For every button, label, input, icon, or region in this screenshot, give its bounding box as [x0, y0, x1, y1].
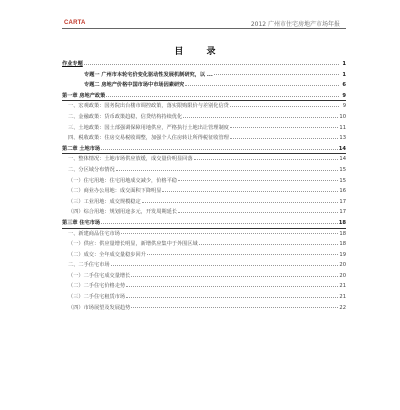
toc-entry-line: [62, 91, 346, 102]
toc-leader-dots: [199, 244, 339, 245]
toc-entry-line: [84, 70, 346, 81]
toc-entry-title: 专题二 房地产价格中国市场中市场因素研究: [84, 82, 185, 89]
toc-entry-title: （二）二手住宅价格走势: [68, 283, 126, 290]
toc-leader-dots: [230, 106, 339, 107]
toc-entry[interactable]: [62, 197, 346, 208]
toc-leader-dots: [230, 127, 339, 128]
toc-leader-dots: [126, 297, 338, 298]
toc-leader-dots: [178, 212, 338, 213]
toc-page-number: 9: [342, 103, 346, 110]
toc-entry[interactable]: [62, 292, 346, 303]
company-logo: CARTA: [64, 20, 86, 26]
toc-entry-title: 一、整体情况：土地市场供应放缓，成交量价明显回落: [68, 156, 193, 163]
toc-entry[interactable]: [62, 303, 346, 314]
toc-entry-line: [68, 303, 346, 314]
toc-entry-line: [68, 197, 346, 208]
toc-leader-dots: [183, 117, 338, 118]
toc-entry[interactable]: [62, 281, 346, 292]
toc-entry-line: [68, 229, 346, 240]
toc-entry-line: [68, 271, 346, 282]
toc-entry-title: （三）二手住宅租赁市场: [68, 294, 126, 301]
toc-page-number: 11: [339, 124, 346, 131]
toc-leader-dots: [126, 286, 338, 287]
toc-page-number: 14: [338, 145, 346, 152]
toc-entry-line: [68, 133, 346, 144]
toc-entry-title: （三）工业用地：成交规模稳定: [68, 198, 141, 205]
toc-entry-title: 第一章 房地产政策: [62, 92, 106, 99]
toc-leader-dots: [121, 233, 339, 234]
toc-page-number: 1: [342, 61, 346, 67]
toc-entry-line: [68, 250, 346, 261]
toc-page-number: 15: [339, 166, 346, 173]
toc-section[interactable]: [62, 59, 346, 70]
toc-entry[interactable]: [62, 239, 346, 250]
toc-entry-line: [62, 59, 346, 70]
toc-leader-dots: [84, 64, 339, 65]
toc-page-number: 18: [338, 219, 346, 226]
toc-leader-dots: [131, 276, 338, 277]
toc-entry-title: 专题一 广州市本轮宅价变化驱动性发展机制研究，以 ...: [84, 71, 213, 78]
toc-entry-title: （一）供应：供应量增长明显，新增供应集中于外围区域: [68, 241, 198, 248]
toc-entry-line: [84, 80, 346, 91]
toc-chapter[interactable]: [62, 144, 346, 155]
toc-page-number: 20: [339, 262, 346, 269]
toc-leader-dots: [116, 170, 339, 171]
table-of-contents: [62, 59, 346, 313]
toc-entry-title: 第二章 土地市场: [62, 145, 101, 152]
toc-entry[interactable]: [62, 250, 346, 261]
toc-entry-line: [68, 176, 346, 187]
toc-entry[interactable]: [62, 229, 346, 240]
toc-entry-line: [68, 186, 346, 197]
toc-page-number: 13: [339, 135, 346, 142]
toc-page-number: 17: [339, 198, 346, 205]
toc-entry[interactable]: [62, 80, 346, 91]
toc-entry-title: 第三章 住宅市场: [62, 219, 101, 226]
toc-leader-dots: [101, 149, 338, 150]
toc-page-number: 10: [339, 113, 346, 120]
toc-chapter[interactable]: [62, 91, 346, 102]
toc-leader-dots: [178, 180, 338, 181]
toc-entry[interactable]: [62, 101, 346, 112]
toc-entry-line: [68, 207, 346, 218]
toc-entry[interactable]: [62, 165, 346, 176]
toc-chapter[interactable]: [62, 218, 346, 229]
toc-entry[interactable]: [62, 207, 346, 218]
toc-entry-line: [68, 281, 346, 292]
toc-entry-title: （一）住宅用地：住宅用地成交减少，价格平稳: [68, 177, 177, 184]
toc-page-number: 18: [339, 230, 346, 237]
toc-entry-title: （二）成交：全年成交量稳步回升: [68, 251, 146, 258]
toc-entry[interactable]: [62, 154, 346, 165]
toc-entry-title: 四、税收政策：住房交易税收调整，加强个人住房转让所得税征收管理: [68, 135, 229, 142]
toc-entry[interactable]: [62, 186, 346, 197]
toc-entry-title: 二、二手住宅市场: [68, 262, 110, 269]
toc-entry-line: [68, 165, 346, 176]
toc-page-number: 21: [339, 294, 346, 301]
toc-entry-title: 一、宏观政策：国务院出台楼市调控政策，落实限购限价与差别化信贷: [68, 103, 229, 110]
toc-leader-dots: [185, 85, 339, 86]
toc-entry-line: [68, 112, 346, 123]
toc-leader-dots: [214, 74, 339, 75]
toc-entry-title: 二、金融政策：货币政策趋稳，信贷结构持续优化: [68, 113, 183, 120]
toc-leader-dots: [147, 254, 339, 255]
toc-entry-title: （四）综合用地：规划用途多元，开发周期延长: [68, 209, 177, 216]
header-title: 2012 广州市住宅房地产市场年报: [250, 21, 340, 28]
toc-leader-dots: [131, 307, 338, 308]
toc-entry-title: 作业专题: [62, 61, 83, 67]
toc-entry-title: 一、新建商品住宅市场: [68, 230, 120, 237]
toc-leader-dots: [101, 223, 338, 224]
toc-entry-line: [68, 239, 346, 250]
toc-leader-dots: [230, 138, 339, 139]
toc-page-number: 20: [339, 272, 346, 279]
toc-page-number: 22: [339, 304, 346, 311]
toc-entry-title: （二）商业办公用地：成交面积下降明显: [68, 188, 162, 195]
toc-entry-line: [68, 123, 346, 134]
toc-entry[interactable]: [62, 176, 346, 187]
toc-entry[interactable]: [62, 70, 346, 81]
toc-entry-line: [62, 144, 346, 155]
toc-entry-line: [68, 101, 346, 112]
toc-entry-title: 三、土地政策：国土部强调保障用地供应，严格执行土地出让管理制度: [68, 124, 229, 131]
toc-entry[interactable]: [62, 271, 346, 282]
toc-entry[interactable]: [62, 133, 346, 144]
header-divider: [62, 28, 346, 29]
toc-page-number: 9: [342, 92, 346, 99]
toc-leader-dots: [111, 265, 339, 266]
toc-entry-line: [62, 218, 346, 229]
toc-page-number: 18: [339, 241, 346, 248]
toc-entry[interactable]: [62, 260, 346, 271]
toc-entry[interactable]: [62, 123, 346, 134]
toc-leader-dots: [106, 96, 339, 97]
page-header: [0, 0, 400, 30]
toc-entry-line: [68, 154, 346, 165]
toc-entry-line: [68, 260, 346, 271]
toc-page-number: 6: [342, 82, 346, 89]
toc-page-number: 17: [339, 209, 346, 216]
toc-entry-title: （四）市场展望及发展趋势: [68, 304, 131, 311]
toc-leader-dots: [194, 159, 339, 160]
toc-entry-title: （一）二手住宅成交量增长: [68, 272, 131, 279]
toc-page-number: 15: [339, 177, 346, 184]
toc-leader-dots: [162, 191, 338, 192]
toc-page-number: 14: [339, 156, 346, 163]
toc-entry-title: 二、分区域分布情况: [68, 166, 115, 173]
toc-entry[interactable]: [62, 112, 346, 123]
toc-page-number: 21: [339, 283, 346, 290]
toc-page-number: 1: [342, 71, 346, 78]
toc-page-number: 16: [339, 188, 346, 195]
toc-page-number: 19: [339, 251, 346, 258]
toc-leader-dots: [142, 202, 339, 203]
toc-entry-line: [68, 292, 346, 303]
toc-heading: 目 录: [174, 47, 226, 57]
